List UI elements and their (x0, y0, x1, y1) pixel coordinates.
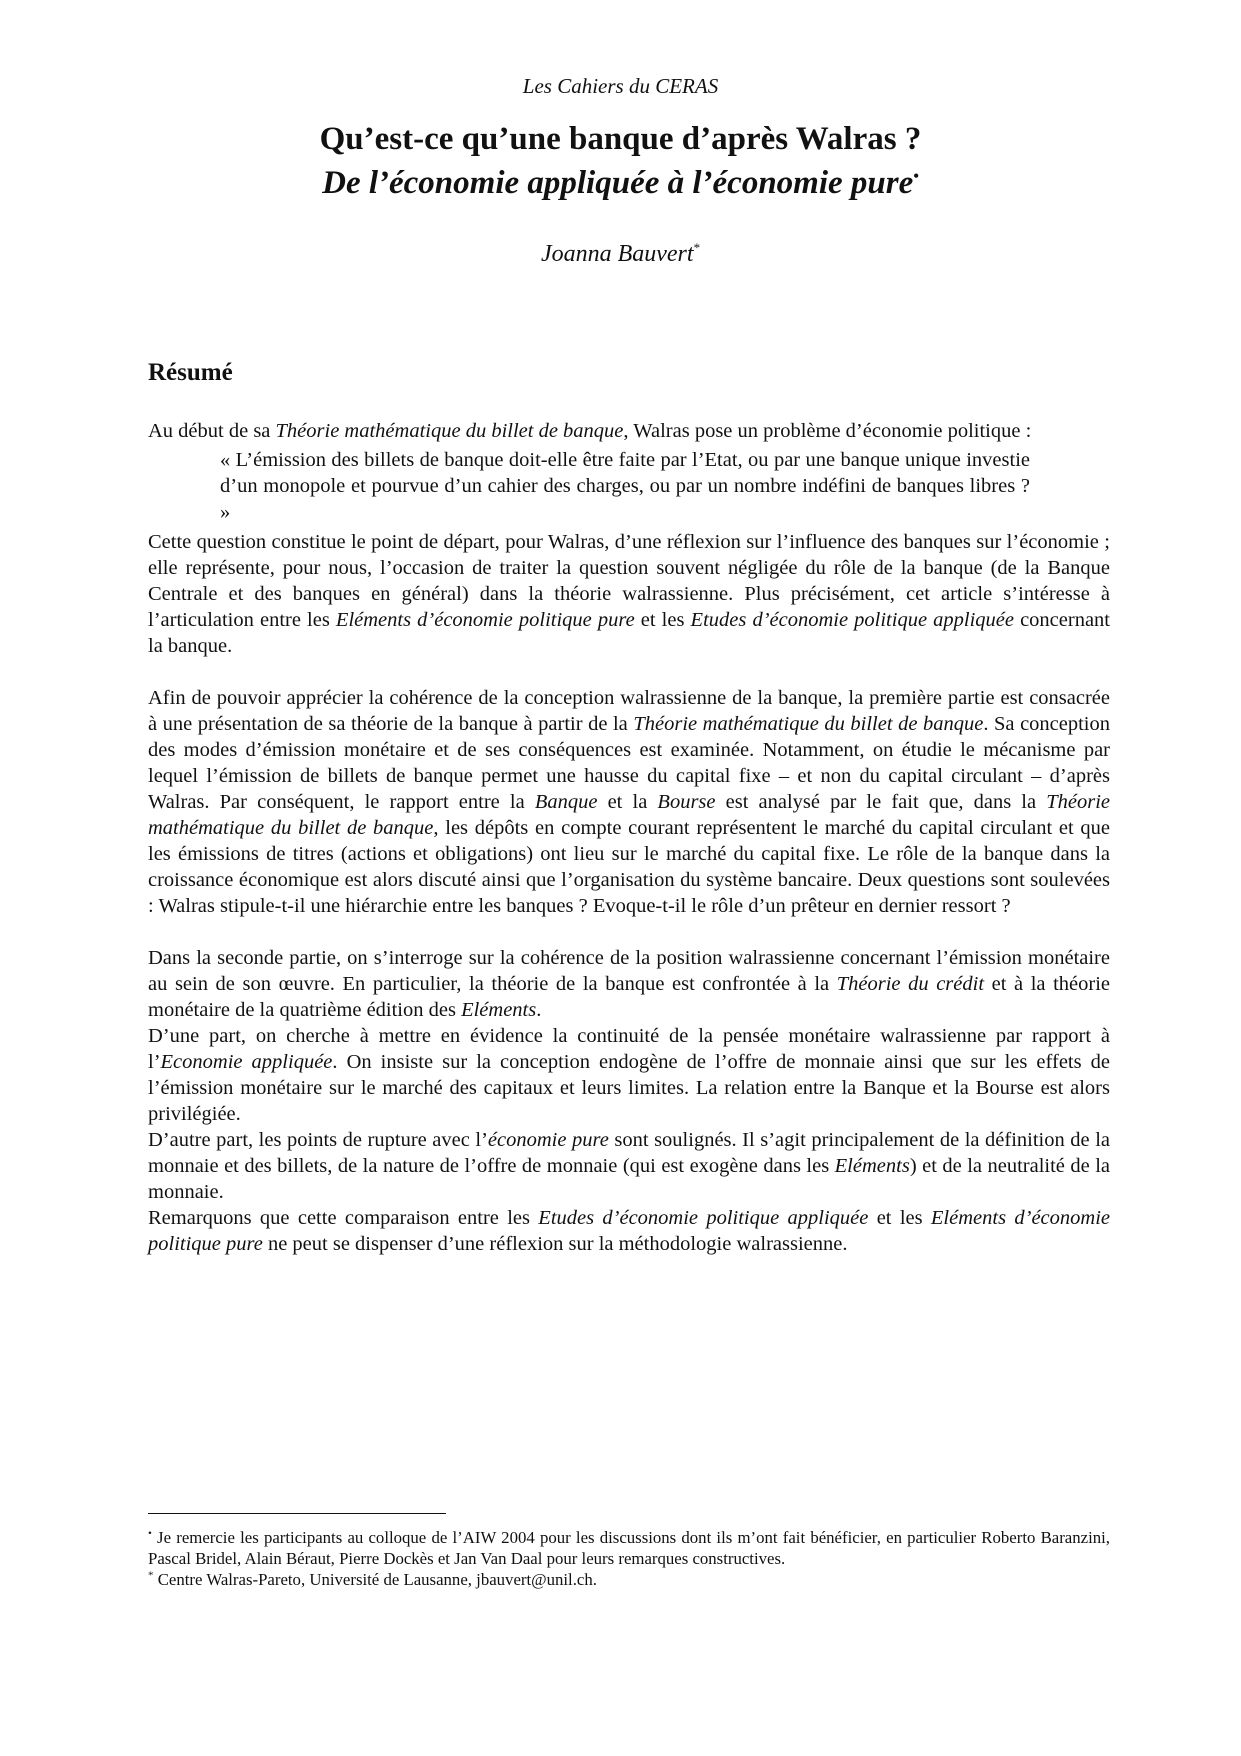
series-name: Les Cahiers du CERAS (522, 74, 719, 98)
text-run: concernant la banque. (148, 609, 1110, 657)
title-subtitle (0, 161, 1241, 205)
text-run: Afin de pouvoir apprécier la cohérence de la conception walrassienne de la banque, la première partie est consacrée à une présentation de sa théorie de la banque à partir de la (148, 687, 1110, 735)
author-name: Joanna Bauvert (540, 241, 694, 267)
text-run: Remarquons que cette comparaison entre les (148, 1207, 539, 1229)
abstract-body (148, 418, 1110, 1257)
footnote-text: Centre Walras-Pareto, Université de Lausanne, jbauvert@unil.ch. (153, 1570, 597, 1589)
italic-title: Eléments (834, 1155, 910, 1177)
footnote-mark: • (148, 1527, 152, 1540)
italic-title: Eléments (461, 999, 537, 1021)
italic-term: économie pure (487, 1129, 609, 1151)
text-run: et à la théorie monétaire de la quatrième édition des (148, 973, 1110, 1021)
text-run: , les dépôts en compte courant représentent le marché du capital circulant et que les émissions de titres (actions et obligations) ont lieu sur le marché du capital fixe. Le rôle de la banque dans la croissance économique est alors discuté ainsi que l’organisation du système bancaire. Deux questions sont soulevées : Walras stipule-t-il une hiérarchie entre les banques ? Evoque-t-il le rôle d’un prêteur en dernier ressort ? (148, 817, 1110, 917)
footnote-1 (148, 1527, 1110, 1569)
paragraph-spacer (148, 659, 1110, 685)
footnote-2 (148, 1569, 1110, 1590)
text-run: . Sa conception des modes d’émission monétaire et de ses conséquences est examinée. Notamment, on étudie le mécanisme par lequel l’émission de billets de banque permet une hausse du capital fixe – et non du capital circulant – d’après Walras. Par conséquent, le rapport entre la (148, 713, 1111, 813)
text-run: Dans la seconde partie, on s’interroge sur la cohérence de la position walrassienne concernant l’émission monétaire au sein de son œuvre. En particulier, la théorie de la banque est confrontée à la (148, 947, 1110, 995)
italic-title: Théorie mathématique du billet de banque (633, 713, 984, 735)
italic-title: Théorie mathématique du billet de banque (275, 420, 624, 442)
text-run: et les (634, 609, 691, 631)
text-run: est analysé par le fait que, dans la (715, 791, 1047, 813)
text-run: Cette question constitue le point de départ, pour Walras, d’une réflexion sur l’influence des banques sur l’économie ; elle représente, pour nous, l’occasion de traiter la question souvent négligée du rôle de la banque (de la Banque Centrale et des banques en général) dans la théorie walrassienne. Plus précisément, cet article s’intéresse à l’articulation entre les (148, 531, 1110, 631)
italic-title: Etudes d’économie politique appliquée (538, 1207, 869, 1229)
abstract-paragraph-7 (148, 1205, 1110, 1257)
abstract-paragraph-1 (148, 418, 1110, 444)
text-run: D’autre part, les points de rupture avec l’ (148, 1129, 488, 1151)
author-line (0, 241, 1241, 268)
italic-title: Théorie mathématique du billet de banque (148, 791, 1111, 839)
italic-title: Etudes d’économie politique appliquée (690, 609, 1014, 631)
paragraph-spacer (148, 919, 1110, 945)
abstract-heading: Résumé (148, 359, 233, 386)
abstract-paragraph-3 (148, 685, 1110, 919)
text-run: ne peut se dispenser d’une réflexion sur la méthodologie walrassienne. (262, 1233, 848, 1255)
title-footnote-mark: • (913, 168, 919, 185)
text-run: . On insiste sur la conception endogène de l’offre de monnaie ainsi que sur les effets de l’émission monétaire sur le marché des capitaux et leurs limites. La relation entre la Banque et la Bourse est alors privilégiée. (148, 1051, 1110, 1125)
italic-term: Bourse (657, 791, 716, 813)
abstract-paragraph-5 (148, 1023, 1110, 1127)
footnotes (148, 1527, 1110, 1590)
text-run: et les (868, 1207, 931, 1229)
block-quote: « L’émission des billets de banque doit-elle être faite par l’Etat, ou par une banque unique investie d’un monopole et pourvue d’un cahier des charges, ou par un nombre indéfini de banques libres ? » (220, 449, 1030, 523)
text-run: . (536, 999, 542, 1021)
italic-term: Banque (534, 791, 598, 813)
italic-title: Eléments d’économie politique pure (148, 1207, 1110, 1255)
footnote-separator (148, 1513, 446, 1514)
text-run: ) et de la neutralité de la monnaie. (148, 1155, 1110, 1203)
abstract-paragraph-6 (148, 1127, 1110, 1205)
text-run: , Walras pose un problème d’économie politique : (623, 420, 1032, 442)
abstract-paragraph-2 (148, 529, 1110, 659)
text-run: D’une part, on cherche à mettre en évidence la continuité de la pensée monétaire walrassienne par rapport à l’ (148, 1025, 1110, 1073)
text-run: Au début de sa (148, 420, 276, 442)
italic-title: Economie appliquée (160, 1051, 333, 1073)
text-run: et la (597, 791, 658, 813)
title-main: Qu’est-ce qu’une banque d’après Walras ? (319, 121, 922, 157)
footnote-mark: * (148, 1569, 154, 1582)
footnote-text: Je remercie les participants au colloque de l’AIW 2004 pour les discussions dont ils m’ont fait bénéficier, en particulier Roberto Baranzini, Pascal Bridel, Alain Béraut, Pierre Dockès et Jan Van Daal pour leurs remarques constructives. (148, 1528, 1110, 1568)
author-footnote-mark: * (693, 240, 701, 255)
paper-title (0, 117, 1241, 205)
italic-title: Eléments d’économie politique pure (335, 609, 635, 631)
text-run: sont soulignés. Il s’agit principalement de la définition de la monnaie et des billets, de la nature de l’offre de monnaie (qui est exogène dans les (148, 1129, 1110, 1177)
abstract-paragraph-4 (148, 945, 1110, 1023)
title-subtitle-text: De l’économie appliquée à l’économie pure (322, 165, 914, 201)
italic-title: Théorie du crédit (836, 973, 985, 995)
